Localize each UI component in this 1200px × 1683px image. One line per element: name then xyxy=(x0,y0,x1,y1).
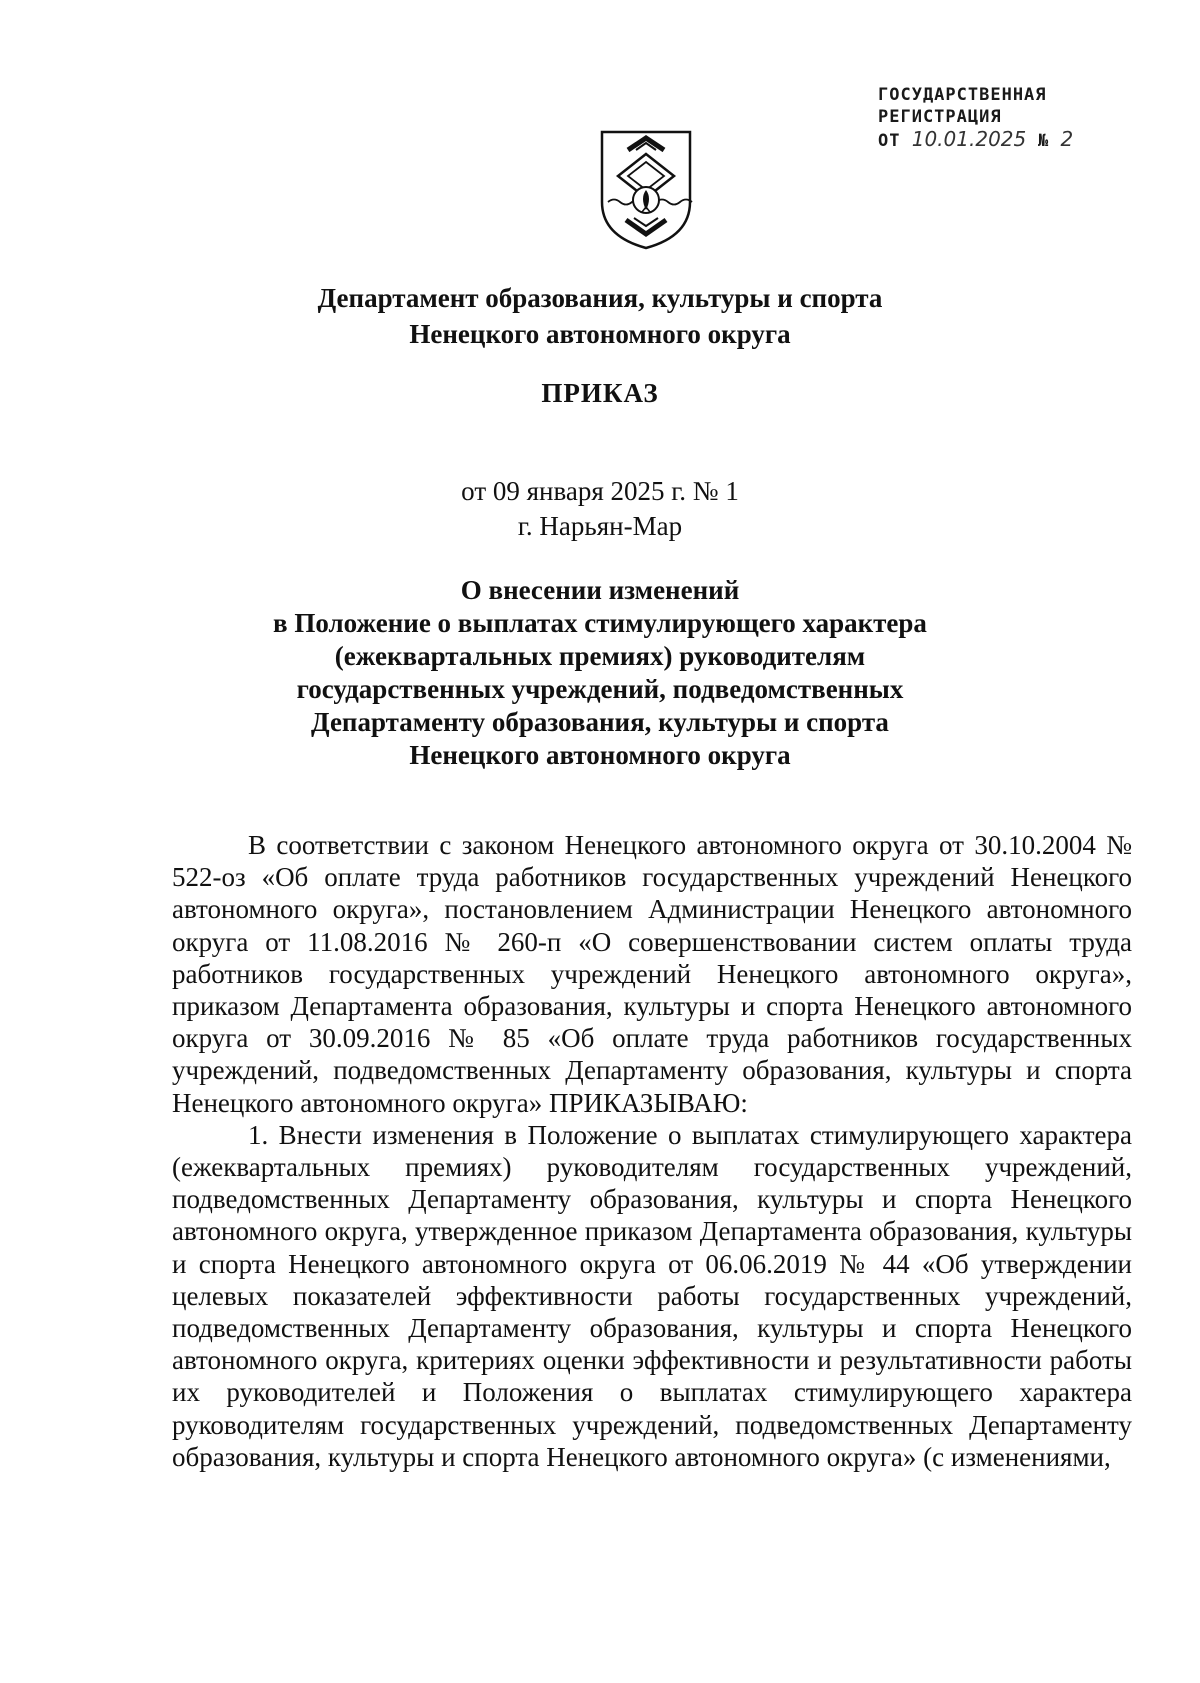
stamp-line-3 xyxy=(878,128,1108,152)
document-body xyxy=(172,829,1132,1473)
document-date-block xyxy=(300,474,900,544)
stamp-from-label: ОТ xyxy=(878,131,901,151)
org-line-2: Ненецкого автономного округа xyxy=(409,319,791,349)
order-item-1: 1. Внести изменения в Положение о выплатах стимулирующего характера (ежеквартальных премиях) руководителям государственных учреждений, подведомственных Департаменту образования, культуры и спорта Ненецкого автономного округа, утвержденное приказом Департамента образования, культуры и спорта Ненецкого автономного округа от 06.06.2019 № 44 «Об утверждении целевых показателей эффективности работы государственных учреждений, подведомственных Департаменту образования, культуры и спорта Ненецкого автономного округа, критериях оценки эффективности и результативности работы их руководителей и Положения о выплатах стимулирующего характера руководителям государственных учреждений, подведомственных Департаменту образования, культуры и спорта Ненецкого автономного округа» (с изменениями, xyxy=(172,1119,1132,1472)
title-line: в Положение о выплатах стимулирующего характера xyxy=(273,608,927,638)
document-city: г. Нарьян-Мар xyxy=(517,511,683,541)
stamp-line-2: РЕГИСТРАЦИЯ xyxy=(878,107,1002,127)
stamp-number-sign: № xyxy=(1038,131,1050,151)
organization-name xyxy=(200,280,1000,352)
title-line: государственных учреждений, подведомственных xyxy=(296,674,904,704)
stamp-line-1: ГОСУДАРСТВЕННАЯ xyxy=(878,85,1047,105)
stamp-number-handwritten: 2 xyxy=(1060,127,1074,151)
preamble-paragraph: В соответствии с законом Ненецкого автономного округа от 30.10.2004 № 522-оз «Об оплате труда работников государственных учреждений Ненецкого автономного округа», постановлением Администрации Ненецкого автономного округа от 11.08.2016 № 260-п «О совершенствовании систем оплаты труда работников государственных учреждений Ненецкого автономного округа», приказом Департамента образования, культуры и спорта Ненецкого автономного округа от 30.09.2016 № 85 «Об оплате труда работников государственных учреждений, подведомственных Департаменту образования, культуры и спорта Ненецкого автономного округа» ПРИКАЗЫВАЮ: xyxy=(172,830,1132,1118)
title-line: Департаменту образования, культуры и спорта xyxy=(311,707,889,737)
document-title xyxy=(200,574,1000,772)
coat-of-arms-icon xyxy=(598,128,694,252)
stamp-number xyxy=(1038,128,1073,152)
title-line: Ненецкого автономного округа xyxy=(409,740,791,770)
document-type: ПРИКАЗ xyxy=(541,378,659,408)
stamp-date-handwritten: 10.01.2025 xyxy=(911,127,1027,151)
document-date: от 09 января 2025 г. № 1 xyxy=(461,476,739,506)
registration-stamp xyxy=(878,84,1108,152)
title-line: О внесении изменений xyxy=(460,575,740,605)
org-line-1: Департамент образования, культуры и спорта xyxy=(317,283,883,313)
title-line: (ежеквартальных премиях) руководителям xyxy=(334,641,866,671)
